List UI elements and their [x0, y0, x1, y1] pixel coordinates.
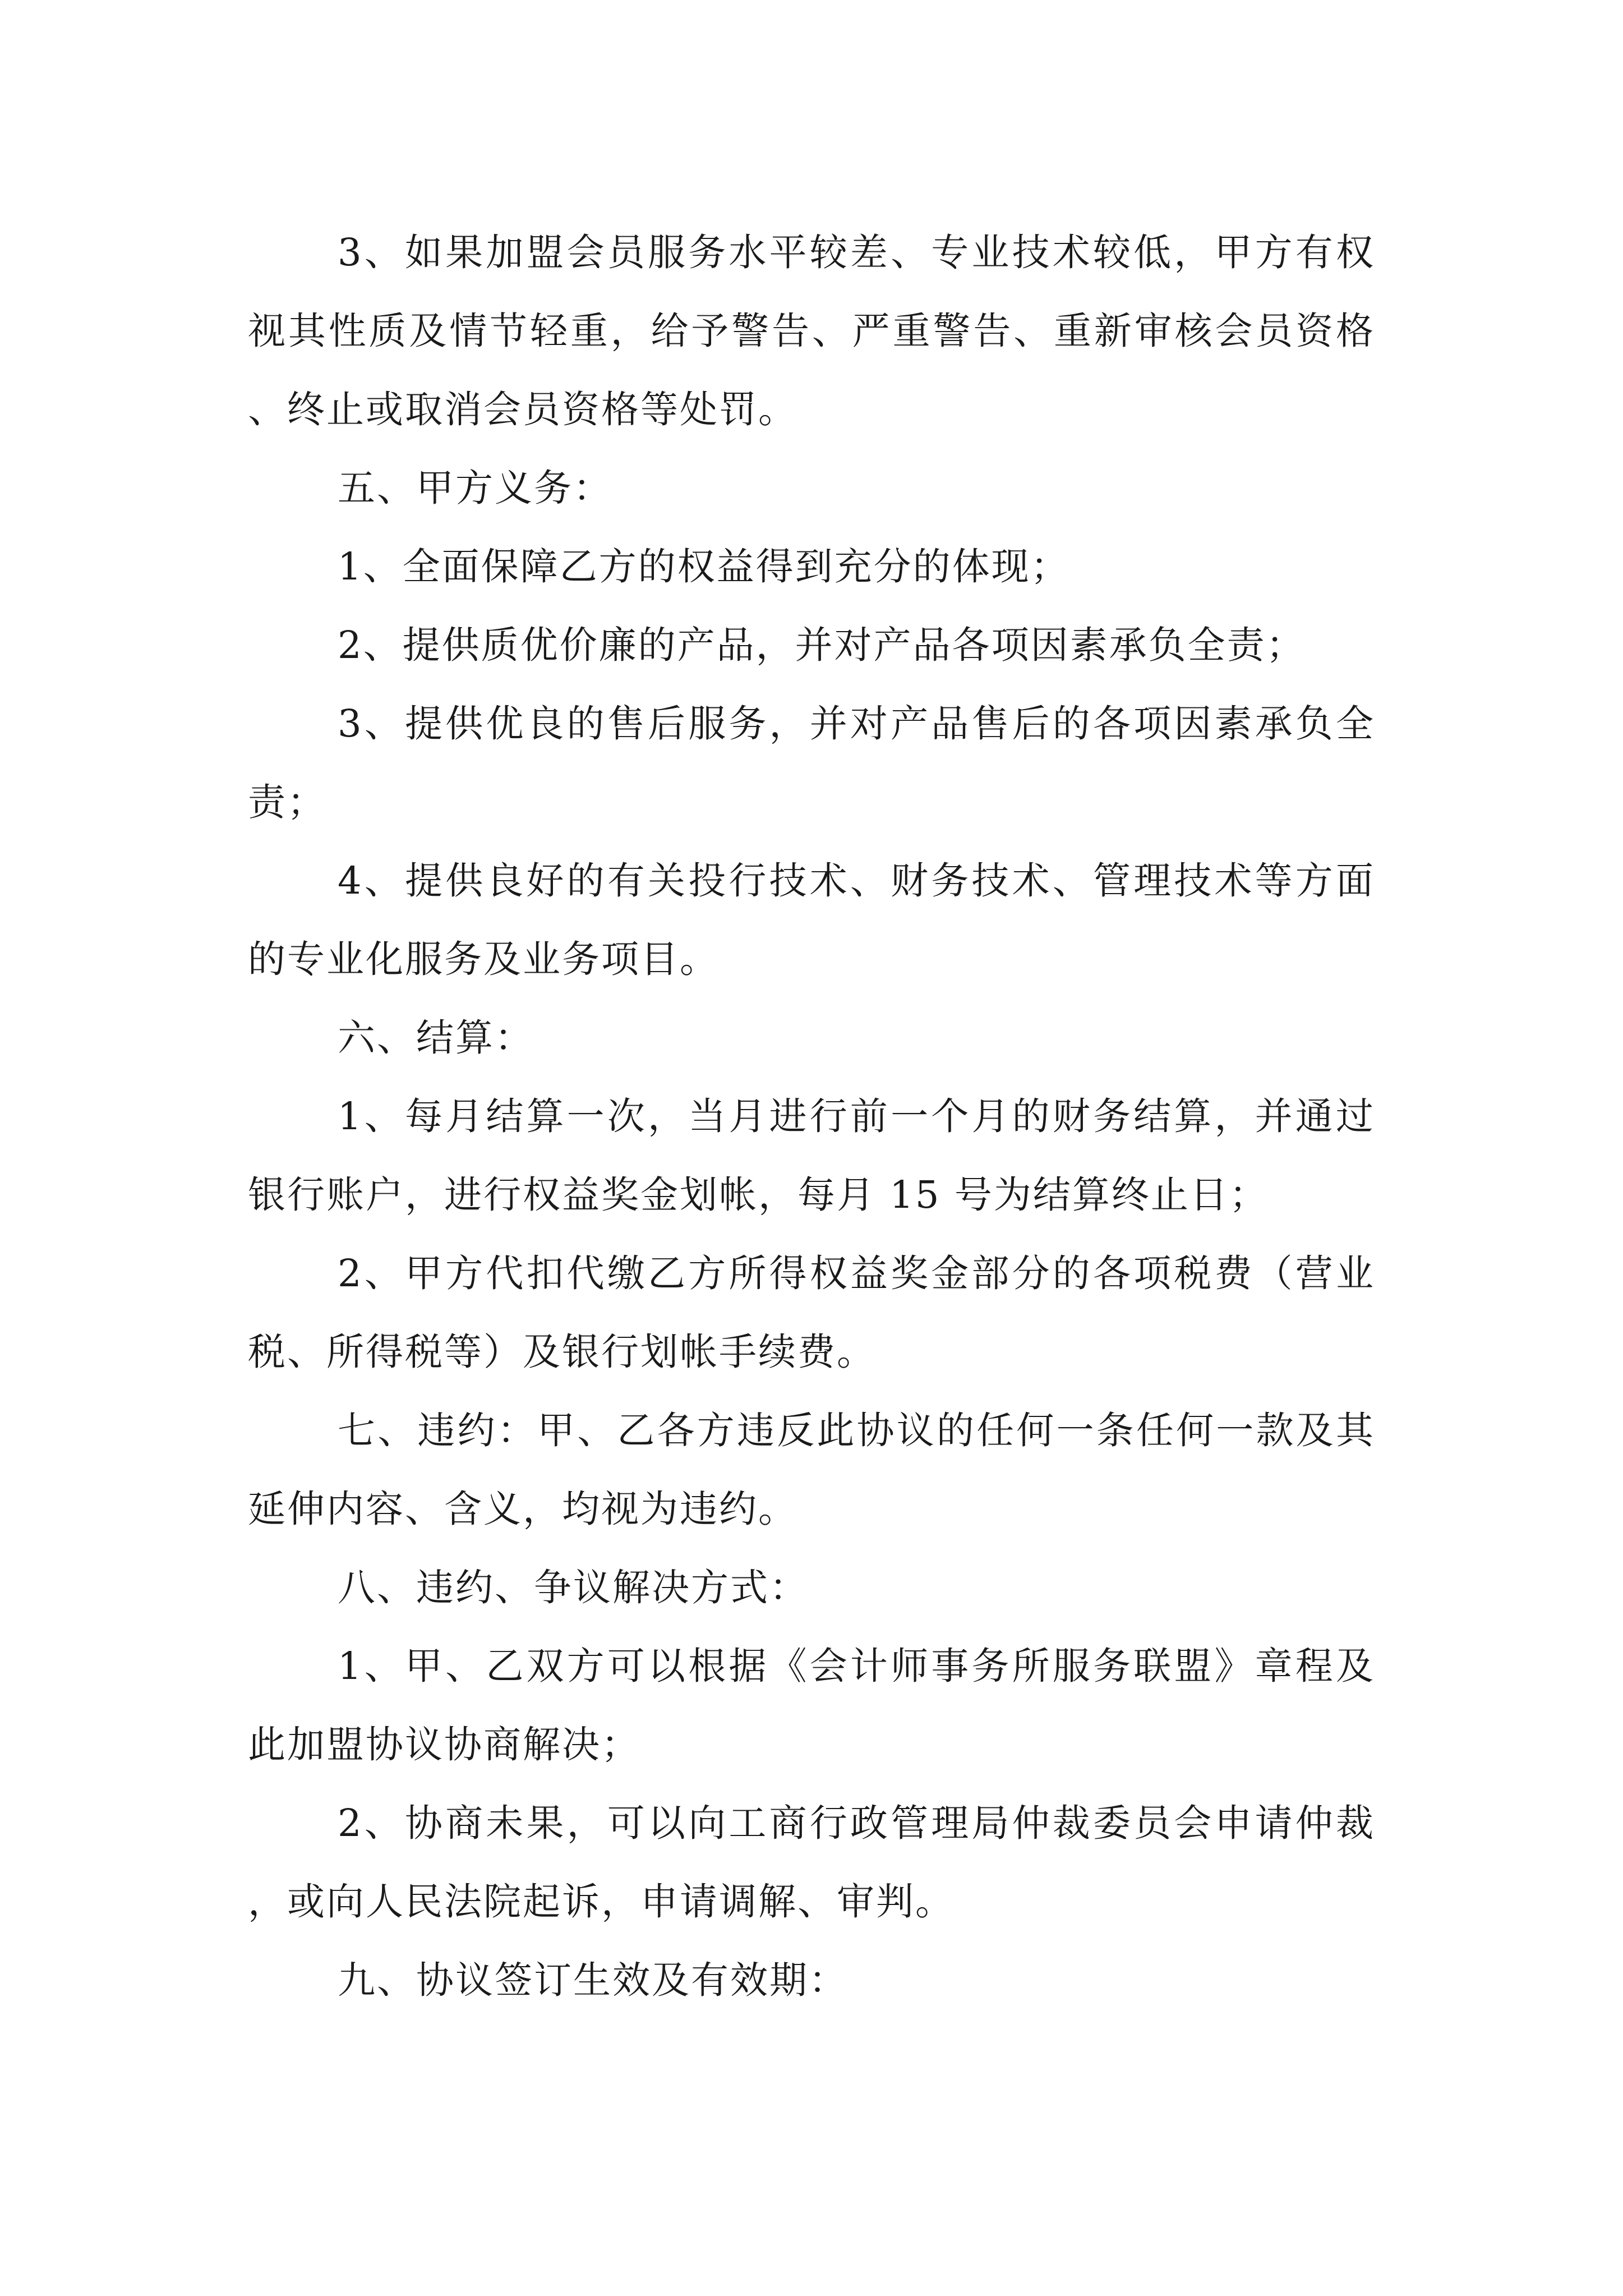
- paragraph-obligation-4: 4、提供良好的有关投行技术、财务技术、管理技术等方面的专业化服务及业务项目。: [248, 859, 1375, 981]
- paragraph-settlement-2: 2、甲方代扣代缴乙方所得权益奖金部分的各项税费（营业税、所得税等）及银行划帐手续费。: [248, 1251, 1375, 1374]
- document-body: [248, 213, 1375, 2019]
- paragraph-breach: 七、违约：甲、乙各方违反此协议的任何一条任何一款及其延伸内容、含义，均视为违约。: [248, 1409, 1375, 1531]
- heading-settlement: 六、结算：: [338, 1016, 534, 1060]
- paragraph-dispute-1: 1、甲、乙双方可以根据《会计师事务所服务联盟》章程及此加盟协议协商解决；: [248, 1644, 1375, 1766]
- paragraph-obligation-2: 2、提供质优价廉的产品，并对产品各项因素承负全责；: [338, 623, 1306, 667]
- paragraph-dispute-2: 2、协商未果，可以向工商行政管理局仲裁委员会申请仲裁，或向人民法院起诉，申请调解、审判。: [248, 1801, 1375, 1924]
- heading-party-a-obligations: 五、甲方义务：: [338, 466, 612, 510]
- heading-effectiveness: 九、协议签订生效及有效期：: [338, 1958, 848, 2002]
- paragraph-obligation-1: 1、全面保障乙方的权益得到充分的体现；: [338, 545, 1070, 588]
- heading-dispute-resolution: 八、违约、争议解决方式：: [338, 1566, 809, 1609]
- paragraph-settlement-1: 1、每月结算一次，当月进行前一个月的财务结算，并通过银行账户，进行权益奖金划帐，每月 15 号为结算终止日；: [248, 1094, 1375, 1217]
- paragraph-clause-3-penalty: 3、如果加盟会员服务水平较差、专业技术较低，甲方有权视其性质及情节轻重，给予警告、严重警告、重新审核会员资格、终止或取消会员资格等处罚。: [248, 231, 1375, 431]
- paragraph-obligation-3: 3、提供优良的售后服务，并对产品售后的各项因素承负全责；: [248, 702, 1375, 824]
